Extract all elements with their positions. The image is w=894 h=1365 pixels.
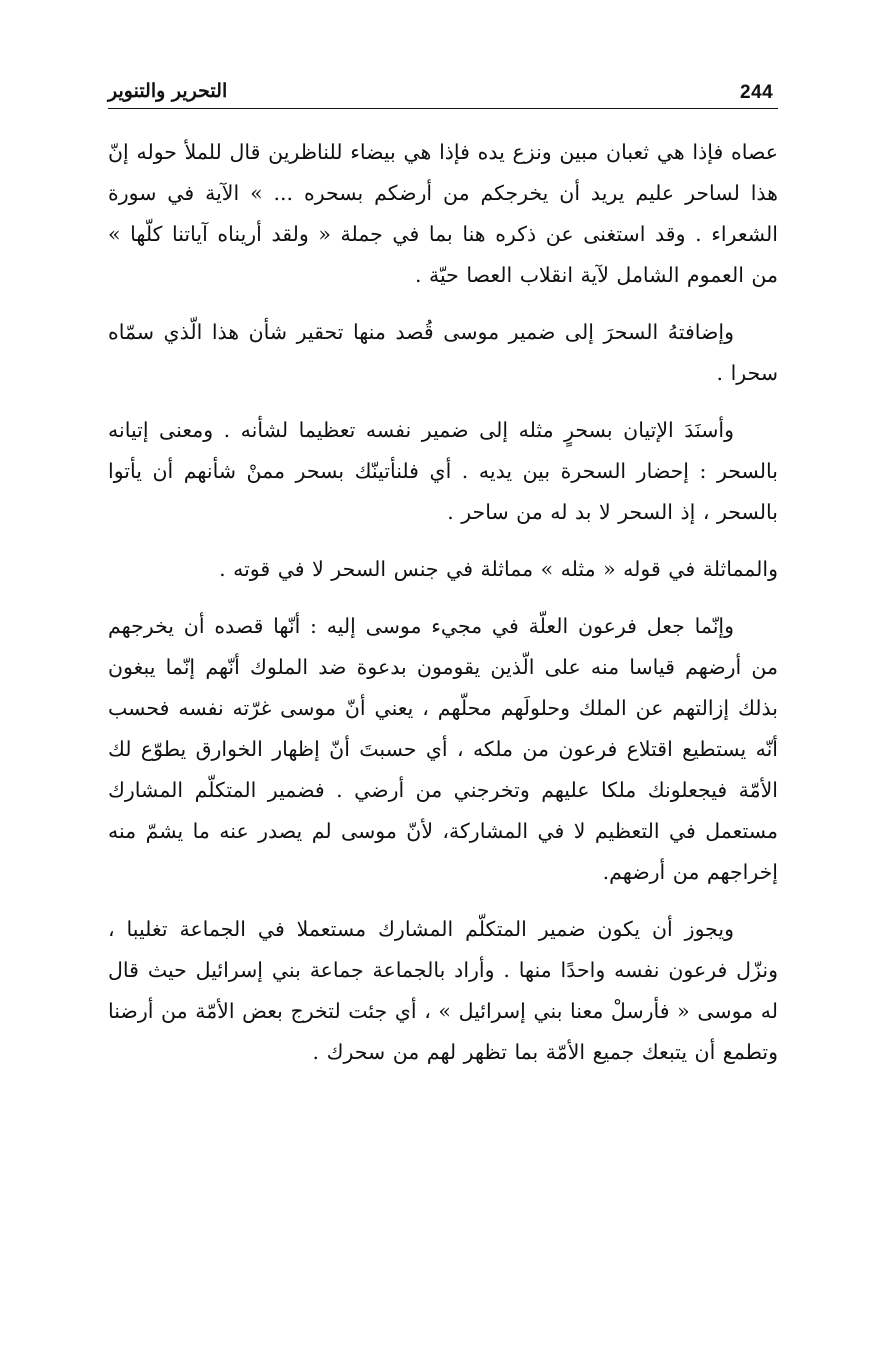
body-text	[108, 132, 778, 1089]
paragraph-5: وإنّما جعل فرعون العلّة في مجيء موسى إليه : أنّها قصده أن يخرجهم من أرضهم قياسا منه على الّذين يقومون بدعوة ضد الملوك أنّهم إنّما يبغون بذلك إزالتهم عن الملك وحلولَهم محلّهم ، يعني أنّ موسى غرّته نفسه فحسب أنّه يستطيع اقتلاع فرعون من ملكه ، أي حسبتَ أنّ إظهار الخوارق يطوّع لك الأمّة فيجعلونك ملكا عليهم وتخرجني من أرضي . فضمير المتكلّم المشارك مستعمل في التعظيم لا في المشاركة، لأنّ موسى لم يصدر عنه ما يشمّ منه إخراجهم من أرضهم.	[108, 614, 778, 884]
paragraph-3: وأسنَدَ الإتيان بسحرٍ مثله إلى ضمير نفسه تعظيما لشأنه . ومعنى إتيانه بالسحر : إحضار السحرة بين يديه . أي فلنأتينّك بسحر ممنْ شأنهم أن يأتوا بالسحر ، إذ السحر لا بد له من ساحر .	[108, 418, 778, 524]
paragraph-4: والمماثلة في قوله « مثله » مماثلة في جنس السحر لا في قوته .	[219, 557, 778, 581]
book-title: التحرير والتنوير	[108, 80, 228, 102]
running-head	[108, 78, 778, 110]
page-number: 244	[740, 82, 774, 103]
header-rule	[108, 108, 778, 109]
paragraph-6: ويجوز أن يكون ضمير المتكلّم المشارك مستعملا في الجماعة تغليبا ، ونزّل فرعون نفسه واحدًا منها . وأراد بالجماعة جماعة بني إسرائيل حيث قال له موسى « فأرسلْ معنا بني إسرائيل » ، أي جئت لتخرج بعض الأمّة من أرضنا وتطمع أن يتبعك جميع الأمّة بما تظهر لهم من سحرك .	[108, 917, 778, 1064]
paragraph-2: وإضافتهُ السحرَ إلى ضمير موسى قُصد منها تحقير شأن هذا الّذي سمّاه سحرا .	[108, 320, 778, 385]
paragraph-1: عصاه فإذا هي ثعبان مبين ونزع يده فإذا هي بيضاء للناظرين قال للملأ حوله إنّ هذا لساحر عليم يريد أن يخرجكم من أرضكم بسحره ... » الآية في سورة الشعراء . وقد استغنى عن ذكره هنا بما في جملة « ولقد أريناه آياتنا كلّها » من العموم الشامل لآية انقلاب العصا حيّة .	[108, 140, 778, 287]
